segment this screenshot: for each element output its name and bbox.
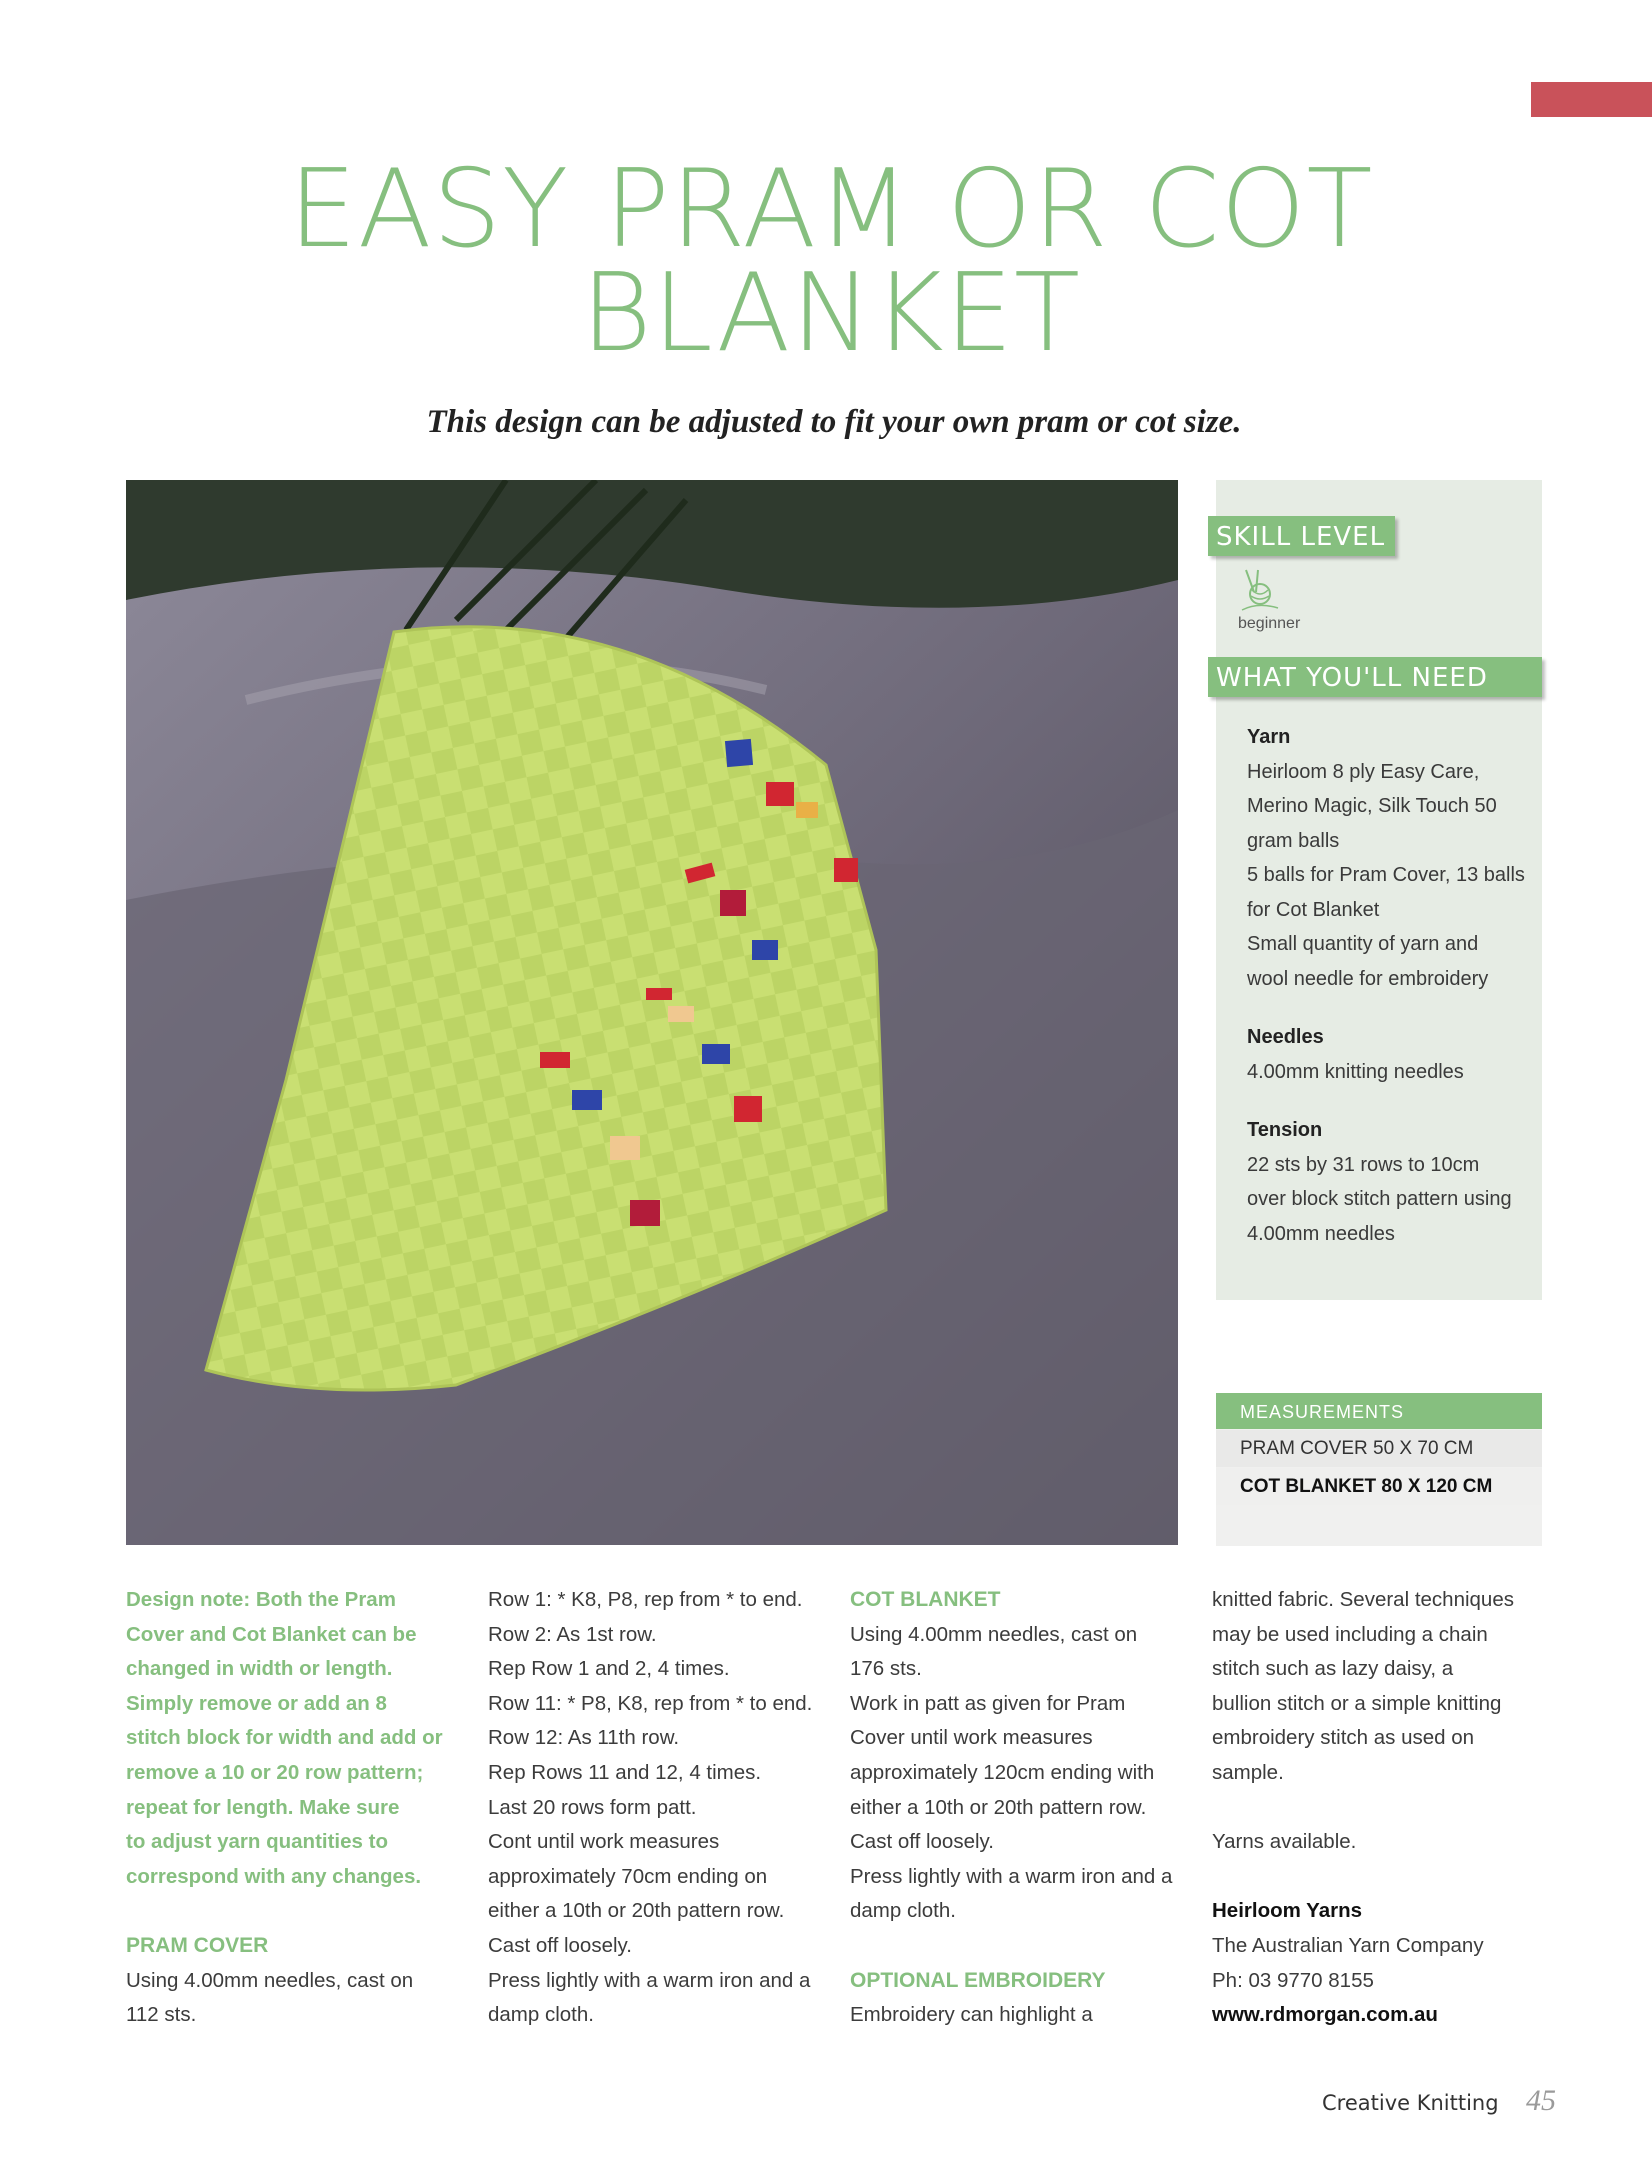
cot-line: Work in patt as given for Pram [850, 1691, 1126, 1715]
needles-line: 4.00mm knitting needles [1247, 1060, 1464, 1083]
tension-line: over block stitch pattern using [1247, 1188, 1512, 1210]
pram-cover-heading: PRAM COVER [126, 1933, 269, 1957]
note-line: Cover and Cot Blanket can be [126, 1622, 417, 1646]
yarn-line: Small quantity of yarn and [1247, 933, 1479, 955]
skill-level-value: beginner [1238, 615, 1301, 632]
yarn-line: 5 balls for Pram Cover, 13 balls [1247, 864, 1525, 886]
pram-measurement: PRAM COVER 50 X 70 CM [1216, 1430, 1542, 1467]
note-line: correspond with any changes. [126, 1864, 422, 1888]
tension-heading: Tension [1247, 1119, 1323, 1141]
pattern-line: Row 1: * K8, P8, rep from * to end. [488, 1588, 803, 1611]
pattern-line: Rep Rows 11 and 12, 4 times. [488, 1760, 762, 1784]
what-you-need-label: WHAT YOU'LL NEED [1208, 657, 1542, 697]
corner-color-tab [1531, 82, 1652, 117]
yarns-available: Yarns available. [1212, 1830, 1357, 1854]
embroidery-line: stitch such as lazy daisy, a [1212, 1657, 1454, 1681]
cot-line: Cast off loosely. [850, 1830, 994, 1854]
cot-line: approximately 120cm ending with [850, 1760, 1155, 1784]
yarn-ball-needles-icon [1238, 568, 1282, 617]
design-note [126, 1583, 466, 1894]
materials-list [1247, 720, 1537, 1251]
page-subtitle: This design can be adjusted to fit your own pram or cot size. [426, 404, 1242, 440]
pattern-line: Cast off loosely. [488, 1933, 632, 1957]
pattern-line: Row 12: As 11th row. [488, 1726, 680, 1750]
cot-line: Cover until work measures [850, 1726, 1093, 1750]
embroidery-line: embroidery stitch as used on [1212, 1726, 1475, 1750]
text-column-3 [850, 1583, 1190, 2033]
pattern-line: approximately 70cm ending on [488, 1864, 768, 1888]
note-line: stitch block for width and add or [126, 1726, 443, 1750]
pram-line: 112 sts. [126, 2003, 197, 2027]
embroidery-line: sample. [1212, 1760, 1284, 1784]
cot-line: Press lightly with a warm iron and a [850, 1864, 1173, 1888]
yarn-line: Heirloom 8 ply Easy Care, [1247, 760, 1480, 783]
sidebar-panel [1216, 480, 1542, 1300]
yarn-line: Merino Magic, Silk Touch 50 [1247, 795, 1497, 817]
yarn-heading: Yarn [1247, 726, 1291, 748]
pattern-line: Row 2: As 1st row. [488, 1622, 657, 1646]
blanket-photo [126, 480, 1178, 1545]
tension-line: 4.00mm needles [1247, 1222, 1395, 1245]
company-phone: Ph: 03 9770 8155 [1212, 1968, 1374, 1992]
note-line: Design note: Both the Pram [126, 1588, 396, 1611]
cot-line: 176 sts. [850, 1657, 922, 1681]
skill-level-label: SKILL LEVEL [1208, 516, 1395, 556]
page-title [0, 147, 1652, 376]
page-number: 45 [1526, 2084, 1556, 2117]
company-website-link[interactable]: www.rdmorgan.com.au [1212, 2003, 1438, 2027]
measurements-box [1216, 1393, 1542, 1546]
pattern-line: either a 10th or 20th pattern row. [488, 1899, 785, 1923]
pram-line: Using 4.00mm needles, cast on [126, 1968, 414, 1992]
optional-embroidery-heading: OPTIONAL EMBROIDERY [850, 1968, 1106, 1992]
embroidery-line: bullion stitch or a simple knitting [1212, 1691, 1502, 1715]
cot-blanket-heading: COT BLANKET [850, 1588, 1001, 1611]
pattern-line: Cont until work measures [488, 1830, 720, 1854]
note-line: to adjust yarn quantities to [126, 1830, 388, 1854]
note-line: changed in width or length. [126, 1657, 393, 1681]
cot-measurement: COT BLANKET 80 X 120 CM [1216, 1468, 1542, 1505]
magazine-name: Creative Knitting [1322, 2091, 1499, 2115]
tension-line: 22 sts by 31 rows to 10cm [1247, 1153, 1480, 1176]
yarn-line: gram balls [1247, 829, 1340, 852]
title-line-2: BLANKET [580, 251, 1082, 376]
text-column-1 [126, 1583, 466, 2033]
title-line-1: EASY PRAM OR COT [288, 147, 1374, 272]
needles-heading: Needles [1247, 1026, 1324, 1048]
text-column-2 [488, 1583, 828, 2033]
pattern-line: Row 11: * P8, K8, rep from * to end. [488, 1691, 813, 1715]
note-line: remove a 10 or 20 row pattern; [126, 1760, 424, 1784]
text-column-4 [1212, 1583, 1552, 2033]
pattern-line: damp cloth. [488, 2003, 594, 2027]
embroidery-line: knitted fabric. Several techniques [1212, 1588, 1514, 1611]
yarn-line: for Cot Blanket [1247, 898, 1380, 921]
company-heading: Heirloom Yarns [1212, 1899, 1363, 1923]
embroidery-line: may be used including a chain [1212, 1622, 1488, 1646]
yarn-line: wool needle for embroidery [1247, 967, 1489, 990]
pattern-line: Press lightly with a warm iron and a [488, 1968, 811, 1992]
embroidery-line: Embroidery can highlight a [850, 2003, 1093, 2027]
note-line: Simply remove or add an 8 [126, 1691, 387, 1715]
note-line: repeat for length. Make sure [126, 1795, 400, 1819]
cot-line: Using 4.00mm needles, cast on [850, 1622, 1138, 1646]
pattern-line: Last 20 rows form patt. [488, 1795, 697, 1819]
cot-line: damp cloth. [850, 1899, 956, 1923]
cot-line: either a 10th or 20th pattern row. [850, 1795, 1147, 1819]
pattern-line: Rep Row 1 and 2, 4 times. [488, 1657, 730, 1681]
company-name: The Australian Yarn Company [1212, 1933, 1484, 1957]
measurements-heading: MEASUREMENTS [1216, 1393, 1542, 1429]
